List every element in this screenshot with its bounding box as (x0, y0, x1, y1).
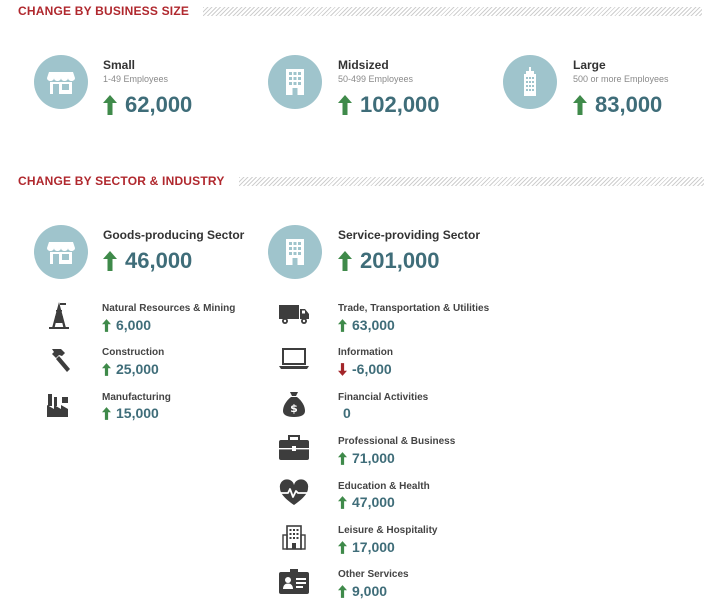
up-arrow-icon (102, 319, 111, 332)
skyscraper-icon (503, 55, 557, 109)
industry-value-text: 9,000 (352, 583, 388, 599)
industry-value-text: -6,000 (352, 361, 392, 377)
industry-label: Other Services (338, 569, 409, 580)
goods-sector-title: Goods-producing Sector (103, 228, 245, 242)
hammer-icon (42, 346, 76, 374)
svg-text:$: $ (290, 402, 298, 415)
industry-label: Leisure & Hospitality (338, 525, 438, 536)
header-divider (239, 177, 704, 186)
industry-label: Construction (102, 347, 165, 358)
industry-label: Trade, Transportation & Utilities (338, 303, 490, 314)
storefront-icon (34, 55, 88, 109)
briefcase-icon (277, 434, 311, 462)
industry-value-text: 47,000 (352, 494, 395, 510)
small-business-value-text: 62,000 (125, 92, 193, 117)
up-arrow-icon (338, 496, 347, 509)
midsized-business-subtitle: 50-499 Employees (338, 74, 414, 84)
industry-value (102, 405, 159, 421)
midsized-business-value-text: 102,000 (360, 92, 440, 117)
industry-value-text: 0 (343, 405, 351, 421)
id-card-icon (277, 568, 311, 596)
up-arrow-icon (102, 407, 111, 420)
service-sector-value-text: 201,000 (360, 248, 440, 273)
industry-label: Manufacturing (102, 392, 171, 403)
small-business-subtitle: 1-49 Employees (103, 74, 169, 84)
up-arrow-icon (338, 251, 352, 271)
sector-title: CHANGE BY SECTOR & INDUSTRY (18, 174, 225, 188)
industry-value (338, 539, 395, 555)
industry-value-text: 17,000 (352, 539, 395, 555)
industry-value (338, 450, 395, 466)
factory-icon (42, 391, 76, 419)
truck-icon (277, 300, 311, 328)
midsized-business-value (338, 92, 440, 118)
oil-derrick-icon (42, 301, 76, 329)
industry-value (338, 583, 387, 599)
goods-sector-value (103, 248, 192, 274)
industry-value (102, 317, 151, 333)
industry-label: Professional & Business (338, 436, 456, 447)
up-arrow-icon (103, 95, 117, 115)
midsized-business-title: Midsized (338, 58, 389, 72)
industry-value (102, 361, 159, 377)
industry-value (338, 494, 395, 510)
small-business-title: Small (103, 58, 136, 72)
up-arrow-icon (338, 585, 347, 598)
heart-pulse-icon (277, 479, 311, 507)
industry-label: Financial Activities (338, 392, 429, 403)
up-arrow-icon (103, 251, 117, 271)
industry-label: Education & Health (338, 481, 430, 492)
sector-header (18, 170, 704, 192)
down-arrow-icon (338, 363, 347, 376)
money-bag-icon (277, 390, 311, 418)
office-building-icon (268, 55, 322, 109)
industry-value (338, 405, 351, 421)
business-size-header (18, 0, 702, 22)
goods-sector-value-text: 46,000 (125, 248, 193, 273)
industry-value-text: 6,000 (116, 317, 152, 333)
industry-value-text: 71,000 (352, 450, 395, 466)
up-arrow-icon (573, 95, 587, 115)
industry-value-text: 15,000 (116, 405, 159, 421)
industry-label: Information (338, 347, 393, 358)
industry-value-text: 25,000 (116, 361, 159, 377)
hotel-icon (277, 523, 311, 551)
industry-value (338, 317, 395, 333)
business-size-title: CHANGE BY BUSINESS SIZE (18, 4, 190, 18)
small-business-value (103, 92, 192, 118)
service-sector-title: Service-providing Sector (338, 228, 481, 242)
up-arrow-icon (338, 541, 347, 554)
laptop-icon (277, 345, 311, 373)
storefront-icon (34, 225, 88, 279)
industry-label: Natural Resources & Mining (102, 303, 236, 314)
industry-value (338, 361, 392, 377)
up-arrow-icon (338, 452, 347, 465)
office-building-icon (268, 225, 322, 279)
up-arrow-icon (338, 319, 347, 332)
up-arrow-icon (102, 363, 111, 376)
header-divider (203, 7, 702, 16)
large-business-title: Large (573, 58, 606, 72)
service-sector-value (338, 248, 440, 274)
up-arrow-icon (338, 95, 352, 115)
large-business-value (573, 92, 662, 118)
large-business-value-text: 83,000 (595, 92, 663, 117)
industry-value-text: 63,000 (352, 317, 395, 333)
large-business-subtitle: 500 or more Employees (573, 74, 669, 84)
